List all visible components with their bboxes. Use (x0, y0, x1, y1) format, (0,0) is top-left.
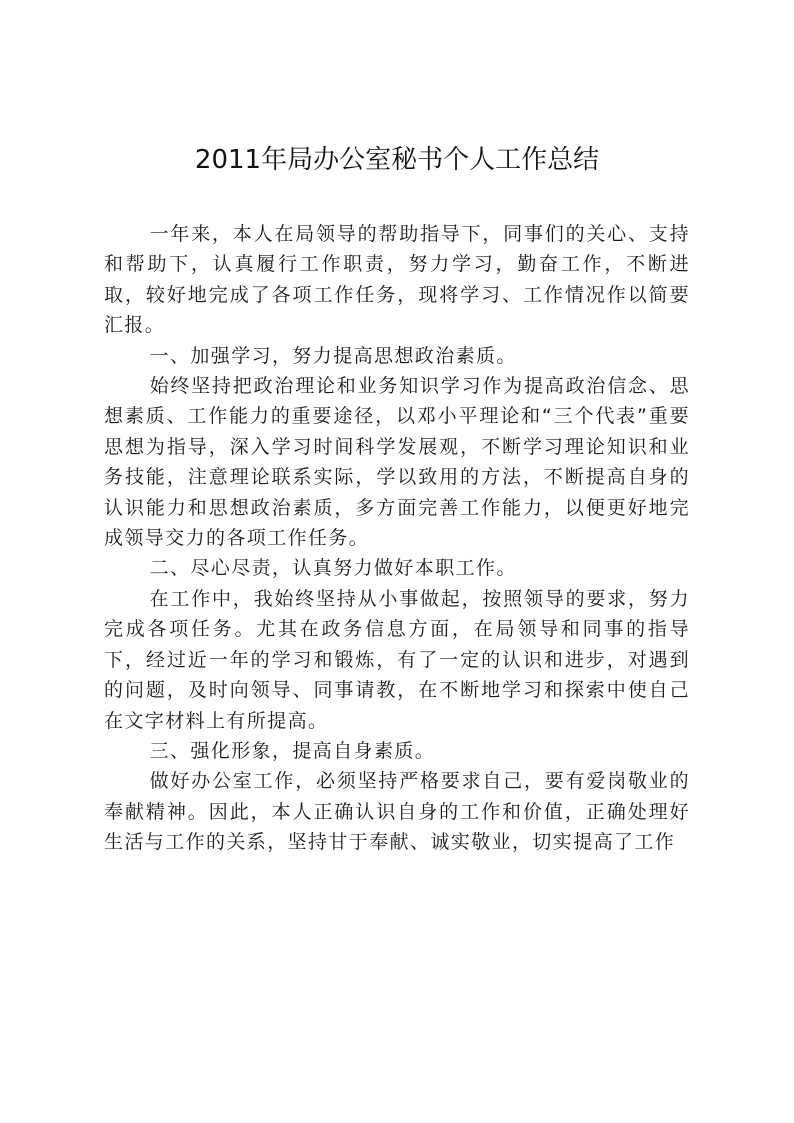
document-body (104, 219, 690, 858)
paragraph-intro: 一年来，本人在局领导的帮助指导下，同事们的关心、支持和帮助下，认真履行工作职责，努力学习，勤奋工作，不断进取，较好地完成了各项工作任务，现将学习、工作情况作以简要汇报。 (104, 223, 690, 337)
section-heading-2: 二、尽心尽责，认真努力做好本职工作。 (149, 557, 517, 580)
paragraph-image: 做好办公室工作，必须坚持严格要求自己，要有爱岗敬业的奉献精神。因此，本人正确认识自身的工作和价值，正确处理好生活与工作的关系，坚持甘于奉献、诚实敬业，切实提高了工作 (104, 770, 690, 854)
section-heading-1: 一、加强学习，努力提高思想政治素质。 (149, 344, 517, 367)
paragraph-study: 始终坚持把政治理论和业务知识学习作为提高政治信念、思想素质、工作能力的重要途径，以邓小平理论和“三个代表”重要思想为指导，深入学习时间科学发展观，不断学习理论知识和业务技能，注意理论联系实际，学以致用的方法，不断提高自身的认识能力和思想政治素质，多方面完善工作能力，以便更好地完成领导交力的各项工作任务。 (104, 375, 690, 550)
section-heading-3: 三、强化形象，提高自身素质。 (149, 739, 436, 762)
document-title: 2011年局办公室秘书个人工作总结 (194, 145, 600, 175)
paragraph-work: 在工作中，我始终坚持从小事做起，按照领导的要求，努力完成各项任务。尤其在政务信息方面，在局领导和同事的指导下，经过近一年的学习和锻炼，有了一定的认识和进步，对遇到的问题，及时向领导、同事请教，在不断地学习和探索中使自己在文字材料上有所提高。 (104, 587, 690, 732)
